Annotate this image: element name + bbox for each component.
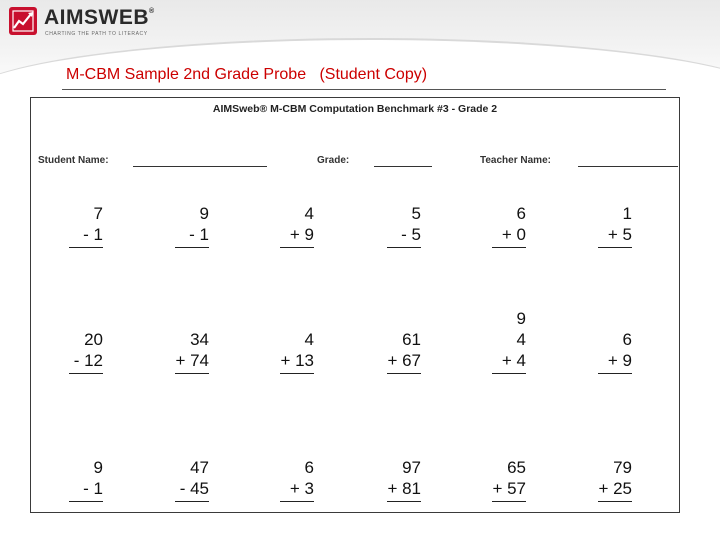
problem-operand: 9 (516, 309, 526, 328)
math-problem (171, 329, 209, 374)
problem-operator-operand: + 0 (501, 225, 526, 244)
answer-line (492, 373, 526, 374)
problem-operand: 1 (622, 204, 632, 223)
problem-operator-operand: + 57 (492, 479, 526, 498)
probe-worksheet (30, 97, 680, 513)
answer-line (280, 373, 314, 374)
problem-operator-operand: + 5 (607, 225, 632, 244)
math-problem (594, 457, 632, 502)
problem-operand: 61 (402, 330, 421, 349)
problem-operand: 9 (199, 204, 209, 223)
math-problem (383, 203, 421, 248)
slide-title: M-CBM Sample 2nd Grade Probe (Student Copy) (66, 66, 428, 83)
answer-line (280, 501, 314, 502)
problem-operator-operand: + 74 (175, 351, 209, 370)
problem-operand: 79 (613, 458, 632, 477)
problem-operator-operand: - 5 (401, 225, 421, 244)
teacher-name-line (578, 166, 678, 167)
math-problem (594, 203, 632, 248)
answer-line (69, 373, 103, 374)
math-problem (65, 457, 103, 502)
student-name-label: Student Name: (38, 155, 109, 166)
problem-operand: 65 (507, 458, 526, 477)
problem-operand: 20 (84, 330, 103, 349)
answer-line (175, 247, 209, 248)
problem-operator-operand: + 67 (387, 351, 421, 370)
math-problem (276, 203, 314, 248)
problem-operator-operand: + 9 (607, 351, 632, 370)
answer-line (598, 247, 632, 248)
problem-operator-operand: + 25 (598, 479, 632, 498)
problem-operator-operand: + 9 (289, 225, 314, 244)
problem-operand: 34 (190, 330, 209, 349)
math-problem (65, 203, 103, 248)
teacher-name-label: Teacher Name: (480, 155, 551, 166)
problem-operand: 6 (516, 204, 526, 223)
logo-wordmark: AIMSWEB® (44, 6, 155, 29)
answer-line (175, 501, 209, 502)
answer-line (598, 501, 632, 502)
problem-operand: 97 (402, 458, 421, 477)
title-rule (62, 89, 666, 90)
problem-operand: 4 (516, 330, 526, 349)
answer-line (387, 247, 421, 248)
problem-operand: 6 (622, 330, 632, 349)
math-problem (488, 203, 526, 248)
answer-line (492, 247, 526, 248)
math-problem (65, 329, 103, 374)
problem-operand: 4 (304, 330, 314, 349)
math-problem (276, 329, 314, 374)
problem-operator-operand: - 12 (73, 351, 103, 370)
answer-line (387, 373, 421, 374)
math-problem (383, 329, 421, 374)
problem-operand: 9 (93, 458, 103, 477)
math-problem (488, 308, 526, 374)
problem-operator-operand: - 1 (83, 479, 103, 498)
problem-operand: 4 (304, 204, 314, 223)
math-problem (594, 329, 632, 374)
problem-operand: 6 (304, 458, 314, 477)
problem-operand: 47 (190, 458, 209, 477)
grade-line (374, 166, 432, 167)
answer-line (387, 501, 421, 502)
problem-operator-operand: + 13 (280, 351, 314, 370)
student-name-line (133, 166, 267, 167)
problem-operator-operand: + 81 (387, 479, 421, 498)
answer-line (492, 501, 526, 502)
math-problem (383, 457, 421, 502)
math-problem (171, 203, 209, 248)
answer-line (175, 373, 209, 374)
problem-operand: 7 (93, 204, 103, 223)
logo-tagline: CHARTING THE PATH TO LITERACY (45, 31, 148, 37)
answer-line (69, 501, 103, 502)
aimsweb-logo (8, 6, 168, 42)
problem-operator-operand: - 1 (189, 225, 209, 244)
problem-operator-operand: + 4 (501, 351, 526, 370)
problem-operator-operand: - 45 (179, 479, 209, 498)
answer-line (598, 373, 632, 374)
answer-line (280, 247, 314, 248)
grade-label: Grade: (317, 155, 350, 166)
math-problem (276, 457, 314, 502)
problem-operator-operand: - 1 (83, 225, 103, 244)
probe-title: AIMSweb® M-CBM Computation Benchmark #3 - Grade 2 (212, 103, 498, 115)
logo-chart-icon (8, 6, 38, 36)
math-problem (488, 457, 526, 502)
problem-operand: 5 (411, 204, 421, 223)
problem-operator-operand: + 3 (289, 479, 314, 498)
math-problem (171, 457, 209, 502)
answer-line (69, 247, 103, 248)
